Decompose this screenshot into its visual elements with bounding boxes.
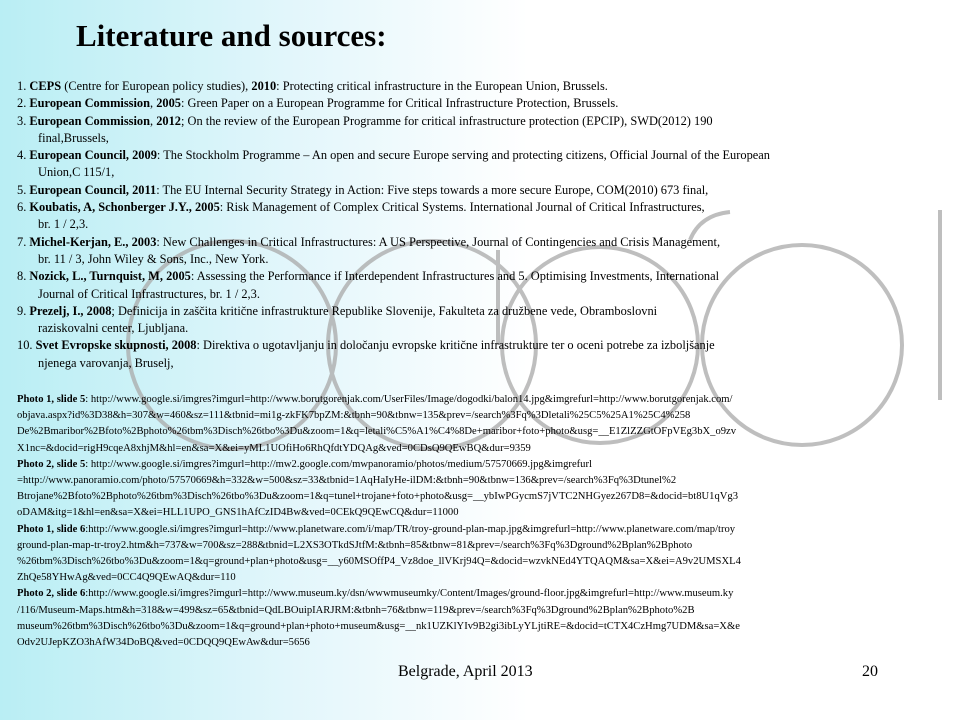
photo-source-label: Photo 1, slide 6 [17,523,86,535]
reference-year: 2012 [156,113,181,128]
photo-source-url: X1nc=&docid=rigH9cqeA8xhjM&hl=en&sa=X&ei=yML1UOfiHo6RhQfdtYDQAg&ved=0CDsQ9QEwBQ&dur=9359 [17,442,531,454]
reference-number: 6. [17,200,27,215]
reference-separator: , [150,96,157,111]
reference-item [17,95,947,112]
photo-source-line [17,457,947,473]
photo-source-line [17,392,947,408]
reference-author: Prezelj, I., 2008 [29,303,112,318]
reference-year: 2010 [251,79,277,93]
reference-number: 10. [17,338,33,353]
photo-source-url: ground-plan-map-tr-troy2.htm&h=737&w=700&sz=288&tbnid=L2XS3OTkdSJtfM:&tbnh=85&tbnw=81&prev=/search%3Fq%3Dground%2Bplan%2Bphoto [17,539,693,551]
reference-number: 4. [17,148,27,163]
reference-continuation: br. 11 / 3, John Wiley & Sons, Inc., New York. [38,251,269,266]
photo-source-line [17,603,947,619]
reference-number: 2. [17,96,27,111]
reference-item [17,337,947,372]
photo-source-line [17,473,947,489]
photo-source-url: :http://www.google.si/imgres?imgurl=http://www.planetware.com/i/map/TR/troy-ground-plan-map.jpg&imgrefurl=http://www.planetware.com/map/troy [85,523,736,535]
reference-number: 7. [17,234,27,249]
photo-source-line [17,635,947,651]
reference-item [17,234,947,269]
photo-source-line [17,554,947,570]
photo-source-line [17,424,947,440]
reference-number: 5. [17,182,27,197]
reference-separator: , [150,113,157,128]
reference-continuation: raziskovalni center, Ljubljana. [38,321,189,336]
footer-location-date: Belgrade, April 2013 [398,663,533,680]
photo-sources-list [17,392,947,651]
photo-source-url: museum%26tbm%3Disch%26tbo%3Du&zoom=1&q=ground+plan+photo+museum&usg=__nk1UZKlYIv9B2gi3ibLyYLjtiRE=&docid=tCTX4CzHmg7UDM&sa=X&e [17,620,740,632]
reference-text: : The EU Internal Security Strategy in Action: Five steps towards a more secure Europe, COM(2010) 673 final, [156,182,709,197]
reference-author: European Council, 2009 [29,148,157,163]
photo-source-url: /116/Museum-Maps.htm&h=318&w=499&sz=65&tbnid=QdLBOuipIARJRM:&tbnh=76&tbnw=119&prev=/search%3Fq%3Dground%2Bplan%2Bphoto%2B [17,604,695,616]
photo-source-url: Odv2UJepKZO3hAfW34DoBQ&ved=0CDQQ9QEwAw&dur=5656 [17,637,310,649]
reference-text: : Assessing the Performance if Interdependent Infrastructures and 5. Optimising Investments, International [190,269,720,284]
reference-author: CEPS [29,79,62,93]
reference-author: Koubatis, A, Schonberger J.Y., 2005 [29,200,220,215]
reference-item [17,113,947,148]
photo-source-line [17,522,947,538]
reference-author: European Commission [29,113,151,128]
reference-text: : New Challenges in Critical Infrastructures: A US Perspective, Journal of Contingencies and Crisis Management, [156,234,721,249]
reference-item [17,182,947,199]
photo-source-line [17,489,947,505]
reference-item [17,268,947,303]
reference-author: Nozick, L., Turnquist, M, 2005 [29,269,191,284]
reference-text: ; On the review of the European Programme for critical infrastructure protection (EPCIP), SWD(2012) 190 [181,113,713,128]
reference-separator: (Centre for European policy studies), [61,79,252,93]
reference-continuation: Journal of Critical Infrastructures, br. 1 / 2,3. [38,286,260,301]
photo-source-url: De%2Bmaribor%2Bfoto%2Bphoto%26tbm%3Disch%26tbo%3Du&zoom=1&q=letali%C5%A1%C4%8De+maribor+foto+photo&usg=__E1ZlZZGtOFpVEg3bX_o9zv [17,426,737,438]
reference-text: : Green Paper on a European Programme for Critical Infrastructure Protection, Brussels. [181,96,619,111]
photo-source-url: : http://www.google.si/imgres?imgurl=http://mw2.google.com/mwpanoramio/photos/medium/57570669.jpg&imgrefurl [85,458,592,470]
photo-source-line [17,441,947,457]
reference-year: 2005 [156,96,181,111]
photo-source-url: %26tbm%3Disch%26tbo%3Du&zoom=1&q=ground+plan+photo&usg=__y60MSOffP4_Vz8doe_llVKrj94Q=&docid=wzvkNEd4YTQAQM&sa=X&ei=A9v2UMSXL4 [17,556,741,568]
photo-source-url: oDAM&itg=1&hl=en&sa=X&ei=HLL1UPO_GNS1hAfCzID4Bw&ved=0CEkQ9QEwCQ&dur=11000 [17,507,459,519]
reference-continuation: br. 1 / 2,3. [38,217,89,232]
photo-source-line [17,505,947,521]
photo-source-line [17,586,947,602]
photo-source-line [17,619,947,635]
photo-source-label: Photo 2, slide 6 [17,588,86,600]
reference-number: 9. [17,303,27,318]
photo-source-url: : http://www.google.si/imgres?imgurl=http://www.borutgorenjak.com/UserFiles/Image/dogodki/balon14.jpg&imgrefurl=http://www.borutgorenjak.com/ [85,394,733,405]
reference-number: 1. [17,79,27,93]
photo-source-url: :http://www.google.si/imgres?imgurl=http://www.museum.ky/dsn/wwwmuseumky/Content/Images/ground-floor.jpg&imgrefurl=http://www.museum.ky [85,588,734,600]
photo-source-line [17,570,947,586]
reference-continuation: final,Brussels, [38,130,109,145]
reference-item [17,78,947,95]
reference-item [17,303,947,338]
reference-continuation: njenega varovanja, Bruselj, [38,355,174,370]
photo-source-url: Btrojane%2Bfoto%2Bphoto%26tbm%3Disch%26tbo%3Du&zoom=1&q=tunel+trojane+foto+photo&usg=__ybIwPGycmS7jVTC2NHGyez267D8=&docid=bt8U1qVg3 [17,491,739,503]
photo-source-label: Photo 2, slide 5 [17,458,86,470]
reference-text: : The Stockholm Programme – An open and secure Europe serving and protecting citizens, Official Journal of the European [156,148,770,163]
reference-text: ; Definicija in zaščita kritične infrastrukture Republike Slovenije, Fakulteta za družbene vede, Obramboslovni [111,303,658,318]
reference-number: 8. [17,269,27,284]
reference-list [17,78,947,372]
reference-author: Michel-Kerjan, E., 2003 [29,234,157,249]
reference-author: European Council, 2011 [29,182,157,197]
photo-source-line [17,538,947,554]
reference-number: 3. [17,113,27,128]
photo-source-label: Photo 1, slide 5 [17,394,86,405]
page-title: Literature and sources: [76,18,387,53]
reference-author: European Commission [29,96,151,111]
reference-item [17,199,947,234]
photo-source-line [17,408,947,424]
reference-text: : Direktiva o ugotavljanju in določanju evropske kritične infrastrukture ter o oceni potrebe za izboljšanje [196,338,715,353]
reference-item [17,147,947,182]
reference-continuation: Union,C 115/1, [38,165,115,180]
reference-text: : Protecting critical infrastructure in the European Union, Brussels. [276,79,608,93]
photo-source-url: =http://www.panoramio.com/photo/57570669&h=332&w=500&sz=33&tbnid=1AqHaIyHe-ilDM:&tbnh=90&tbnw=136&prev=/search%3Fq%3Dtunel%2 [17,475,677,487]
page-number: 20 [862,663,878,680]
photo-source-url: ZhQe58YHwAg&ved=0CC4Q9QEwAQ&dur=110 [17,572,236,584]
reference-author: Svet Evropske skupnosti, 2008 [35,338,197,353]
photo-source-url: objava.aspx?id%3D38&h=307&w=460&sz=111&tbnid=mi1g-zkFK7bpZM:&tbnh=90&tbnw=135&prev=/search%3Fq%3Dletali%25C5%25A1%25C4%258 [17,410,691,422]
reference-text: : Risk Management of Complex Critical Systems. International Journal of Critical Infrastructures, [219,200,705,215]
